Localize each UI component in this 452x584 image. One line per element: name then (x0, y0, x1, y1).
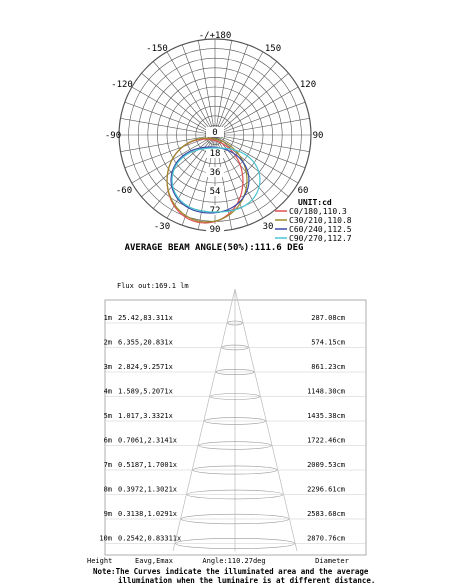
row-height: 8m (103, 485, 112, 494)
row-height: 3m (103, 363, 112, 371)
row-eavg-emax: 25.42,83.311x (118, 314, 173, 322)
polar-radial-label: 54 (209, 187, 221, 197)
legend-entry: C60/240,112.5 (289, 225, 352, 234)
row-diameter: 2583.68cm (307, 510, 345, 518)
row-eavg-emax: 0.5187,1.7001x (118, 461, 178, 469)
row-diameter: 1435.38cm (307, 412, 345, 420)
row-diameter: 2009.53cm (307, 461, 345, 469)
polar-radial-label: 72 (209, 206, 221, 216)
polar-intensity-chart (0, 0, 452, 272)
polar-angle-label: 30 (262, 222, 274, 232)
header-diameter: Diameter (315, 557, 349, 565)
row-eavg-emax: 6.355,20.831x (118, 338, 173, 347)
row-height: 7m (103, 461, 112, 469)
note-line-1: Note:The Curves indicate the illuminated area and the average (93, 567, 369, 576)
polar-radial-label: 36 (209, 168, 221, 178)
polar-radial-label: 0 (212, 128, 218, 138)
polar-angle-label: -150 (146, 44, 168, 54)
legend-entry: C30/210,110.8 (289, 216, 352, 225)
row-eavg-emax: 0.2542,0.83311x (118, 534, 182, 543)
polar-radial-label: 90 (209, 225, 221, 235)
header-angle: Angle:110.27deg (202, 557, 266, 565)
beam-angle-caption: AVERAGE BEAM ANGLE(50%):111.6 DEG (124, 243, 304, 253)
flux-label: Flux out:169.1 lm (117, 282, 189, 290)
polar-angle-label: 120 (299, 80, 317, 90)
cone-edge-right (235, 289, 297, 551)
row-diameter: 287.08cm (311, 314, 345, 322)
row-height: 4m (103, 387, 112, 396)
row-eavg-emax: 1.017,3.3321x (118, 412, 173, 420)
polar-angle-label: -/+180 (198, 31, 232, 41)
row-eavg-emax: 2.824,9.2571x (118, 363, 173, 371)
row-diameter: 861.23cm (311, 363, 345, 371)
polar-angle-label: 90 (312, 131, 324, 141)
unit-label: UNIT:cd (298, 198, 332, 207)
row-height: 5m (103, 412, 112, 420)
row-height: 10m (99, 534, 112, 543)
polar-radial-label: 18 (209, 149, 221, 159)
legend-entry: C90/270,112.7 (289, 234, 352, 243)
illuminance-cone-chart (0, 272, 452, 584)
row-eavg-emax: 1.589,5.2071x (118, 387, 173, 396)
polar-angle-label: -30 (153, 222, 171, 232)
row-diameter: 2870.76cm (307, 534, 345, 543)
header-eavg: Eavg,Emax (135, 557, 173, 565)
polar-angle-label: -120 (111, 80, 133, 90)
row-height: 1m (103, 314, 112, 322)
row-diameter: 1722.46cm (307, 436, 345, 445)
polar-angle-label: 60 (297, 186, 309, 196)
row-eavg-emax: 0.7061,2.3141x (118, 436, 178, 445)
polar-angle-label: 150 (264, 44, 282, 54)
legend-entry: C0/180,110.3 (289, 207, 347, 216)
row-diameter: 2296.61cm (307, 485, 345, 494)
row-height: 6m (103, 436, 112, 445)
note-line-2: illumination when the luminaire is at different distance. (118, 576, 376, 584)
row-eavg-emax: 0.3972,1.3021x (118, 485, 178, 494)
header-height: Height (87, 557, 113, 565)
polar-angle-label: -90 (104, 131, 122, 141)
row-eavg-emax: 0.3138,1.0291x (118, 510, 178, 518)
cone-edge-left (173, 289, 235, 551)
row-diameter: 574.15cm (311, 338, 345, 347)
row-height: 9m (103, 510, 112, 518)
row-height: 2m (103, 338, 112, 347)
row-diameter: 1148.30cm (307, 387, 345, 396)
polar-angle-label: -60 (115, 186, 133, 196)
